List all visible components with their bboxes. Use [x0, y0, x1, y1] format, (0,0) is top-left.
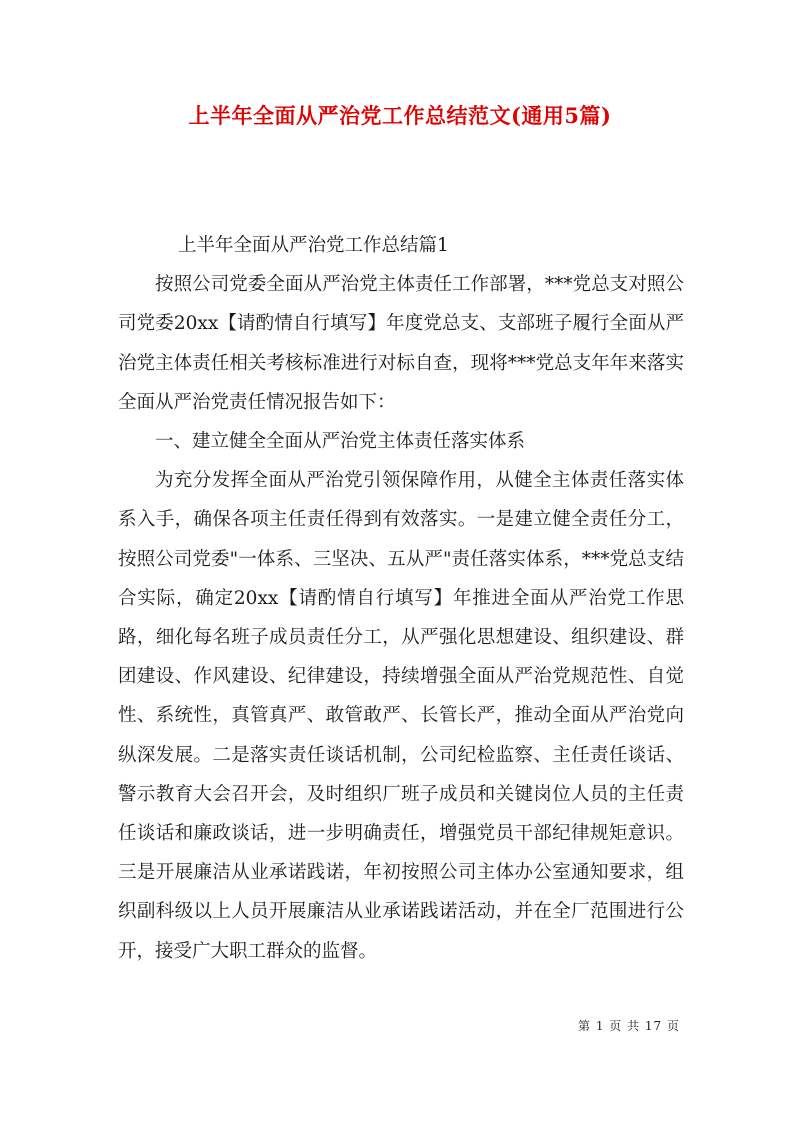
document-body	[118, 226, 684, 971]
page-number-footer: 第 1 页 共 17 页	[578, 1019, 680, 1033]
document-title: 上半年全面从严治党工作总结范文(通用5篇)	[188, 103, 612, 128]
paragraph-body: 为充分发挥全面从严治党引领保障作用，从健全主体责任落实体系入手，确保各项主任责任得到有效落实。一是建立健全责任分工，按照公司党委"一体系、三坚决、五从严"责任落实体系，***党总支结合实际，确定20xx【请酌情自行填写】年推进全面从严治党工作思路，细化每名班子成员责任分工，从严强化思想建设、组织建设、群团建设、作风建设、纪律建设，持续增强全面从严治党规范性、自觉性、系统性，真管真严、敢管敢严、长管长严，推动全面从严治党向纵深发展。二是落实责任谈话机制，公司纪检监察、主任责任谈话、警示教育大会召开会，及时组织厂班子成员和关键岗位人员的主任责任谈话和廉政谈话，进一步明确责任，增强党员干部纪律规矩意识。三是开展廉洁从业承诺践诺，年初按照公司主体办公室通知要求，组织副科级以上人员开展廉洁从业承诺践诺活动，并在全厂范围进行公开，接受广大职工群众的监督。	[118, 470, 684, 962]
section-heading: 上半年全面从严治党工作总结篇1	[178, 235, 449, 256]
paragraph-subheading: 一、建立健全全面从严治党主体责任落实体系	[155, 431, 526, 453]
paragraph-intro: 按照公司党委全面从严治党主体责任工作部署，***党总支对照公司党委20xx【请酌情自行填写】年度党总支、支部班子履行全面从严治党主体责任相关考核标准进行对标自查，现将***党总支年年来落实全面从严治党责任情况报告如下：	[118, 274, 684, 413]
